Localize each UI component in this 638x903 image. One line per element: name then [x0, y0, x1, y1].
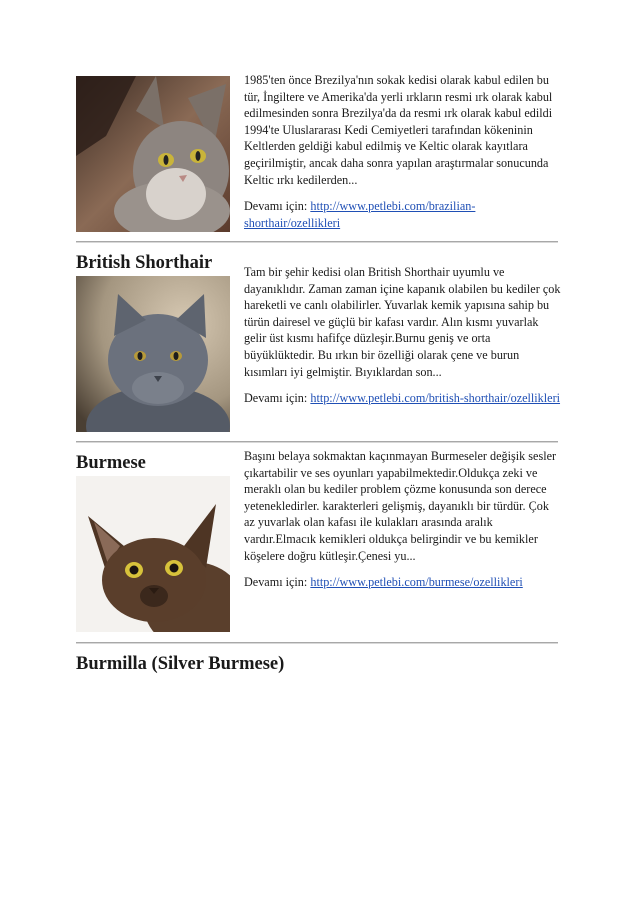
read-more-link[interactable]: http://www.petlebi.com/burmese/ozellikleri — [310, 575, 523, 590]
burmese-photo — [76, 476, 230, 632]
section-divider — [76, 441, 558, 443]
read-more-link[interactable]: http://www.petlebi.com/brazilian-shorthair/ozellikleri — [244, 199, 476, 230]
read-more-line — [244, 574, 562, 591]
burmese-entry — [244, 448, 562, 591]
read-more-label: Devamı için: — [244, 391, 311, 406]
entry-description: Tam bir şehir kedisi olan British Shorthair uyumlu ve dayanıklıdır. Zaman zaman içine kapanık olabilen bu kediler çok hareketli ve canlı olabilirler. Yuvarlak kemik yapısına sahip bu türün dairesel ve güçlü bir kafası vardır. Alın kısmı yuvarlak gelir üst kısmı hafifçe düzleşir.Burnu geniş ve orta büyüklüktedir. Bu ırkın bir özelliği olarak çene ve burun kısımları iyi gelmiştir. Bıyıklardan son... — [244, 265, 561, 379]
read-more-label: Devamı için: — [244, 199, 311, 214]
read-more-label: Devamı için: — [244, 575, 311, 590]
british-shorthair-photo — [76, 276, 230, 432]
section-divider — [76, 642, 558, 644]
british-shorthair-cat-icon — [76, 276, 230, 432]
entry-heading: British Shorthair — [76, 253, 213, 273]
entry-heading: Burmese — [76, 453, 146, 473]
british-shorthair-entry — [244, 264, 562, 407]
read-more-line — [244, 390, 562, 407]
brazilian-shorthair-entry — [244, 72, 562, 231]
burmese-cat-icon — [76, 476, 230, 632]
entry-description: Başını belaya sokmaktan kaçınmayan Burmeseler değişik sesler çıkartabilir ve ses oyunları yapabilmektedir.Oldukça zeki ve meraklı olan bu kediler problem çözme konusunda son derece yetenekledirler. karakterleri gelişmiş, dayanıklı bir türdür. Çok az yuvarlak olan kafası ile kulakları arasında aralık vardır.Elmacık kemikleri oldukça belirgindir ve bu kemikler köşelere doğru kütleşir.Çenesi yu... — [244, 449, 557, 563]
entry-description: 1985'ten önce Brezilya'nın sokak kedisi olarak kabul edilen bu tür, İngiltere ve Amerika'da yerli ırkların resmi ırk olarak kabul edilmesinden sonra Brezilya'da da resmi ırk olarak kabul edildi 1994'te Uluslararası Kedi Cemiyetleri tarafından kökeninin Keltlerden geldiği kabul edilmiş ve Keltic olarak kayıtlara geçirilmiştir, ancak daha sonra yapılan araştırmalar sonucunda Keltic ırkı kedilerden... — [244, 73, 553, 187]
entry-heading: Burmilla (Silver Burmese) — [76, 654, 285, 674]
read-more-link[interactable]: http://www.petlebi.com/british-shorthair/ozellikleri — [310, 391, 561, 406]
read-more-line — [244, 198, 562, 231]
brazilian-shorthair-cat-icon — [76, 76, 230, 232]
brazilian-shorthair-photo — [76, 76, 230, 232]
section-divider — [76, 241, 558, 243]
